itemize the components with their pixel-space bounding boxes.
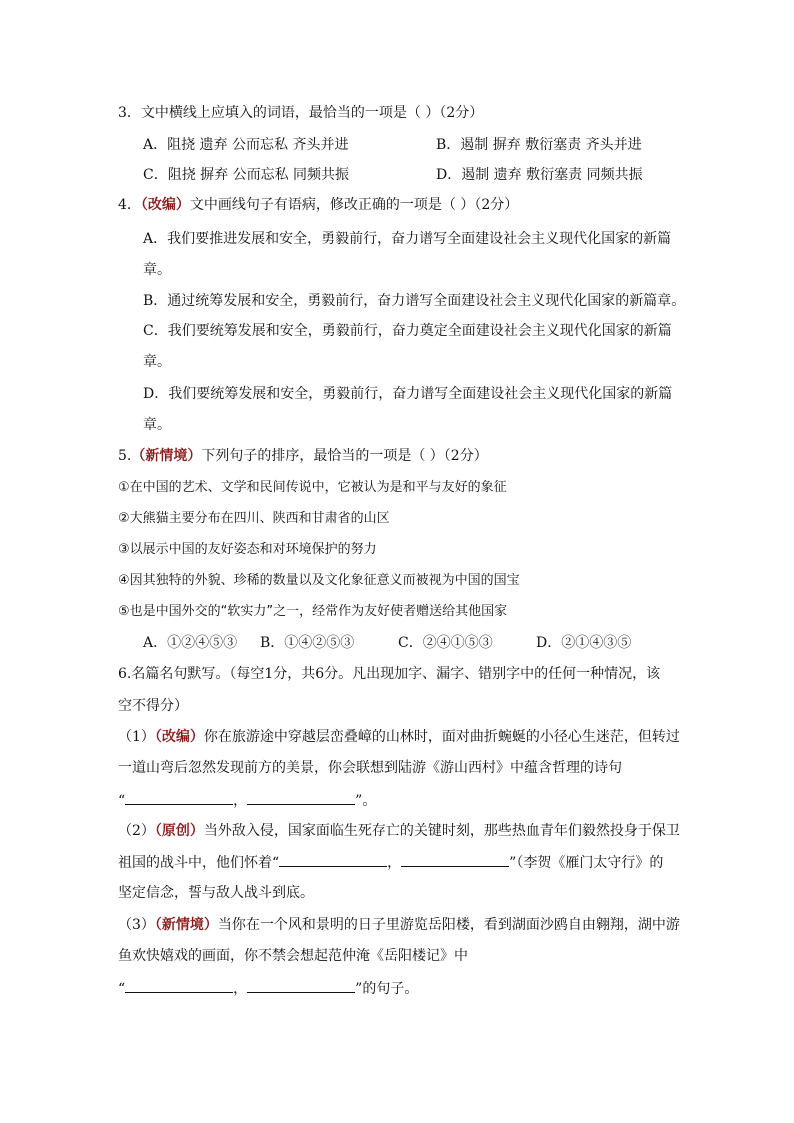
q6-p3-open-quote: “ [118, 981, 126, 997]
q6-p3-comma: ， [233, 981, 248, 997]
q6-p2-blank-1[interactable] [279, 852, 387, 867]
q6-p3-blank-2[interactable] [247, 978, 355, 993]
q6-p2-number: （2） [118, 823, 155, 839]
q6-p2-line1 [118, 821, 680, 841]
q4-option-a-line1: A．我们要推进发展和安全，勇毅前行，奋力谱写全面建设社会主义现代化国家的新篇 [143, 231, 672, 247]
q4-number: 4． [118, 197, 141, 213]
q4-stem: 文中画线句子有语病，修改正确的一项是（ ）（2分） [189, 197, 519, 213]
q6-p3-tag: （新情境） [154, 917, 218, 933]
q5-sentence-2: ②大熊猫主要分布在四川、陕西和甘肃省的山区 [118, 511, 390, 526]
q4-option-a-line2: 章。 [143, 262, 171, 278]
q6-p1-text1: 你在旅游途中穿越层峦叠嶂的山林时，面对曲折蜿蜒的小径心生迷茫，但转过 [203, 729, 680, 745]
q6-p1-tag: （改编） [154, 729, 204, 745]
q6-p1-line2: 一道山弯后忽然发现前方的美景，你会联想到陆游《游山西村》中蕴含哲理的诗句 [118, 760, 622, 776]
q6-p3-line3 [118, 978, 418, 999]
q6-p1-number: （1） [118, 729, 155, 745]
q6-p1-close-quote: ”。 [355, 793, 377, 809]
q5-option-a: A．①②④⑤③ [143, 635, 238, 651]
q6-p3-close-quote: ”的句子。 [355, 981, 419, 997]
q5-option-c: C．②④①⑤③ [398, 635, 493, 651]
q6-p1-open-quote: “ [118, 793, 126, 809]
q3-stem: 3．文中横线上应填入的词语，最恰当的一项是（ ）（2分） [118, 105, 484, 121]
q6-p1-line3 [118, 790, 376, 811]
q5-stem: 下列句子的排序，最恰当的一项是（ ）（2分） [201, 448, 488, 464]
q6-stem-line2: 空不得分） [118, 698, 188, 714]
q3-option-d: D．遏制 遗弃 敷衍塞责 同频共振 [436, 167, 643, 183]
q6-p3-text1: 当你在一个风和景明的日子里游览岳阳楼，看到湖面沙鸥自由翱翔，湖中游 [217, 917, 680, 933]
q4-option-d-line1: D．我们要统筹发展和安全，勇毅前行，奋力谱写全面建设社会主义现代化国家的新篇 [143, 386, 673, 402]
q5-sentence-1: ①在中国的艺术、文学和民间传说中，它被认为是和平与友好的象征 [118, 480, 507, 495]
q4-option-b: B．通过统筹发展和安全，勇毅前行，奋力谱写全面建设社会主义现代化国家的新篇章。 [143, 293, 686, 309]
q6-p2-text2-pre: 祖国的战斗中，他们怀着“ [118, 855, 280, 871]
q5-sentence-4: ④因其独特的外貌、珍稀的数量以及文化象征意义而被视为中国的国宝 [118, 573, 520, 588]
q6-p2-blank-2[interactable] [401, 852, 509, 867]
q4-option-c-line1: C．我们要统筹发展和安全，勇毅前行，奋力奠定全面建设社会主义现代化国家的新篇 [143, 323, 672, 339]
q5-sentence-3: ③以展示中国的友好姿态和对环境保护的努力 [118, 542, 377, 557]
q5-number: 5. [118, 448, 132, 464]
q6-stem-line1: 6.名篇名句默写。（每空1分，共6分。凡出现加字、漏字、错别字中的任何一种情况，该 [118, 666, 661, 682]
q6-p3-number: （3） [118, 917, 155, 933]
q5-sentence-5: ⑤也是中国外交的“软实力”之一，经常作为友好使者赠送给其他国家 [118, 604, 508, 619]
q4-option-c-line2: 章。 [143, 354, 171, 370]
q6-p3-blank-1[interactable] [125, 978, 233, 993]
q6-p2-tag: （原创） [154, 823, 204, 839]
q5-option-b: B．①④②⑤③ [260, 635, 355, 651]
q6-p1-blank-1[interactable] [125, 790, 233, 805]
q5-tag: （新情境） [131, 448, 202, 464]
q6-p1-comma: ， [233, 793, 248, 809]
q4-tag: （改编） [140, 197, 190, 213]
q6-p1-blank-2[interactable] [247, 790, 355, 805]
q6-p2-line2 [118, 852, 663, 873]
q6-p2-text2-post: ”（李贺《雁门太守行》的 [509, 855, 664, 871]
q6-p3-line2: 鱼欢快嬉戏的画面，你不禁会想起范仲淹《岳阳楼记》中 [118, 948, 468, 964]
q6-p2-text1: 当外敌入侵，国家面临生死存亡的关键时刻，那些热血青年们毅然投身于保卫 [203, 823, 680, 839]
q6-p3-line1 [118, 915, 680, 935]
q5-stem-line [118, 446, 488, 466]
q4-stem-line [118, 195, 518, 215]
q5-option-d: D．②①④③⑤ [536, 635, 632, 651]
q6-p2-line3: 坚定信念，誓与敌人战斗到底。 [118, 885, 314, 901]
q4-option-d-line2: 章。 [143, 417, 171, 433]
q3-option-a: A．阻挠 遗弃 公而忘私 齐头并进 [143, 137, 349, 153]
q3-option-b: B．遏制 摒弃 敷衍塞责 齐头并进 [436, 137, 642, 153]
q6-p1-line1 [118, 727, 680, 747]
q3-option-c: C．阻挠 摒弃 公而忘私 同频共振 [143, 167, 350, 183]
q6-p2-comma: ， [387, 855, 402, 871]
